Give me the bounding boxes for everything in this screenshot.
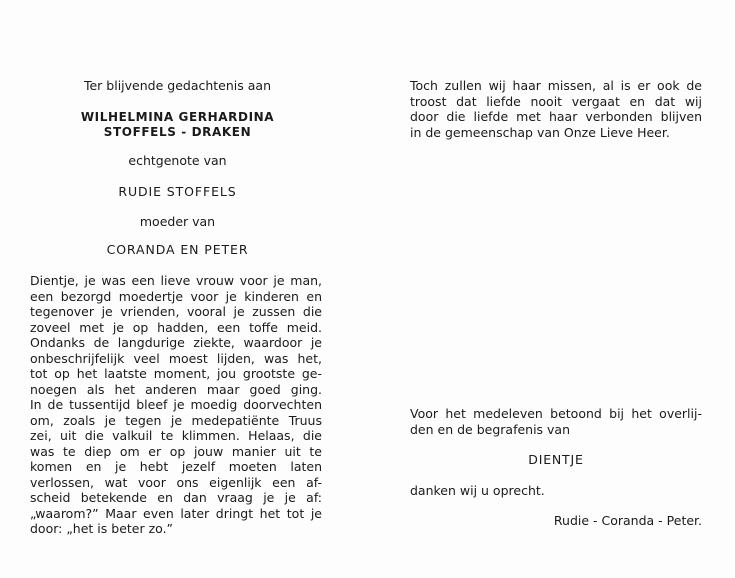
tribute-line: tot op het laatste moment, jou grootste ge- <box>30 366 322 381</box>
tribute-line: door: „het is beter zo.” <box>30 521 174 536</box>
comfort-line: Toch zullen wij haar missen, al is er ook de <box>410 78 702 93</box>
tribute-line: In de tussentijd bleef je moedig doorvechten <box>30 397 322 412</box>
thanks-text: danken wij u oprecht. <box>410 483 545 498</box>
deceased-nickname: DIENTJE <box>528 452 584 467</box>
spouse-intro: echtgenote van <box>128 153 227 168</box>
tribute-line: verlossen, wat voor ons eigenlijk een af- <box>30 474 322 490</box>
thanks-paragraph <box>410 406 702 437</box>
tribute-line: zoveel met je op hadden, een toffe meid. <box>30 319 322 335</box>
comfort-line: door die liefde met haar verbonden blijven <box>410 109 702 124</box>
children-names: CORANDA EN PETER <box>106 242 249 257</box>
children-intro: moeder van <box>139 214 216 229</box>
tribute-line: Dientje, je was een lieve vrouw voor je man, <box>30 273 322 288</box>
tribute-line: een bezorgd moedertje voor je kinderen en <box>30 288 322 304</box>
comfort-paragraph <box>410 78 702 140</box>
tribute-line: tegenover je vrienden, vooral je zussen die <box>30 304 322 319</box>
intro-text: Ter blijvende gedachtenis aan <box>83 78 271 93</box>
tribute-line: komen en je hebt jezelf moeten laten <box>30 459 322 474</box>
tribute-line: onbeschrijfelijk veel moest lijden, was het, <box>30 350 322 366</box>
tribute-line: scheid betekende en dan vraag je je af: <box>30 490 322 505</box>
tribute-line: Ondanks de langdurige ziekte, waardoor je <box>30 335 322 350</box>
tribute-line: zei, uit die valkuil te klimmen. Helaas, die <box>30 428 322 443</box>
thanks-line: Voor het medeleven betoond bij het overlij- <box>410 406 702 421</box>
tribute-line: om, zoals je tegen je medepatiënte Truus <box>30 412 322 428</box>
family-signature: Rudie - Coranda - Peter. <box>553 513 702 528</box>
comfort-line: in de gemeenschap van Onze Lieve Heer. <box>410 124 670 140</box>
tribute-line: noegen als het anderen maar goed ging. <box>30 381 322 397</box>
tribute-line: was te diep om er op jouw manier uit te <box>30 443 322 459</box>
deceased-name-line1: WILHELMINA GERHARDINA <box>80 110 275 124</box>
thanks-line: den en de begrafenis van <box>410 421 571 437</box>
comfort-line: troost dat liefde nooit vergaat en dat wij <box>410 93 702 109</box>
deceased-name-line2: STOFFELS - DRAKEN <box>103 125 252 139</box>
tribute-line: „waarom?” Maar even later dringt het tot je <box>30 505 322 521</box>
tribute-paragraph <box>30 273 322 537</box>
spouse-name: RUDIE STOFFELS <box>118 184 237 199</box>
